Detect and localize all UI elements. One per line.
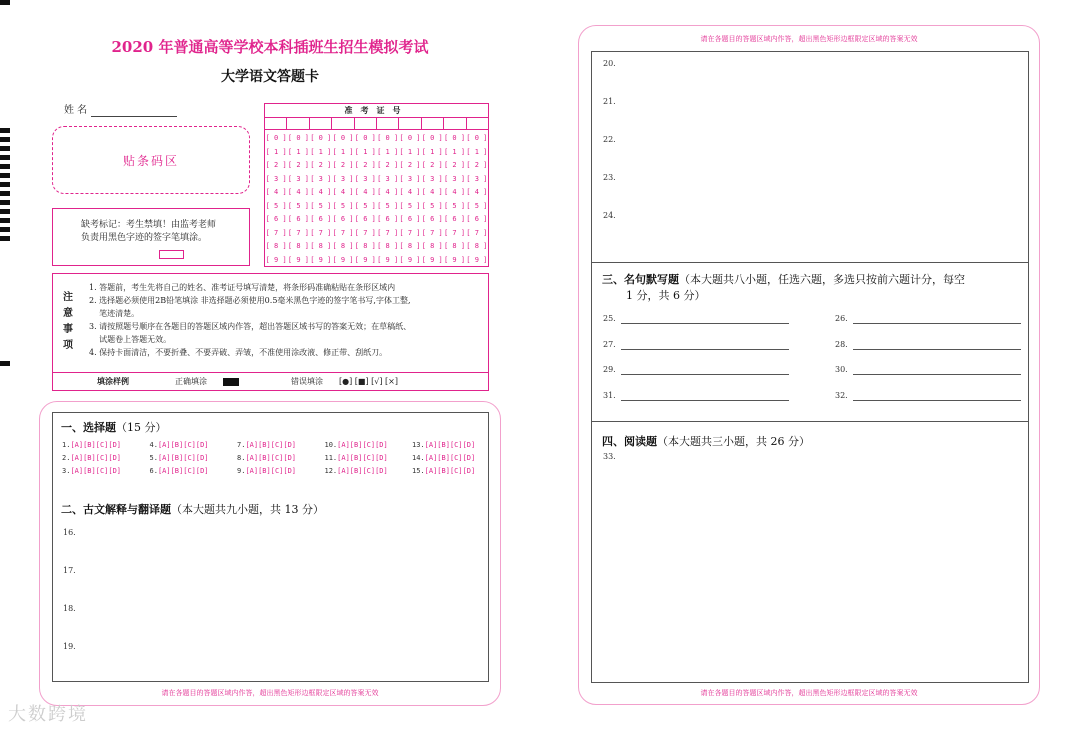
registration-mark: [0, 182, 10, 187]
registration-mark: [0, 164, 10, 169]
answer-line[interactable]: [621, 323, 789, 324]
choice-options[interactable]: [A][B][C][D]: [245, 467, 297, 475]
exam-id-column: [354, 132, 376, 267]
choice-options[interactable]: [A][B][C][D]: [245, 454, 297, 462]
digit-bubble[interactable]: [ 8 ]: [466, 242, 488, 250]
digit-bubble[interactable]: [ 3 ]: [466, 174, 488, 183]
exam-id-column: [310, 132, 332, 267]
answer-line[interactable]: [853, 323, 1021, 324]
digit-bubble[interactable]: [ 2 ]: [421, 161, 443, 169]
choice-number: 4.: [149, 441, 158, 449]
exam-id-column: [376, 132, 398, 267]
choice-options[interactable]: [A][B][C][D]: [337, 454, 388, 462]
digit-bubble[interactable]: [ 8 ]: [399, 242, 421, 250]
digit-bubble[interactable]: [ 8 ]: [287, 242, 309, 250]
answer-line[interactable]: [853, 374, 1021, 375]
digit-bubble[interactable]: [ 4 ]: [399, 188, 421, 196]
choice-options[interactable]: [A][B][C][D]: [245, 441, 297, 449]
registration-mark: [0, 361, 10, 366]
exam-id-cell[interactable]: [399, 118, 421, 129]
digit-bubble[interactable]: [ 3 ]: [310, 174, 332, 183]
right-answer-area: [591, 51, 1029, 683]
choice-item[interactable]: [237, 454, 296, 462]
digit-bubble[interactable]: [ 1 ]: [466, 147, 488, 156]
choice-item[interactable]: [62, 467, 121, 475]
choice-options[interactable]: [A][B][C][D]: [424, 441, 476, 449]
exam-id-grid: [264, 103, 489, 267]
choice-item[interactable]: [412, 467, 475, 475]
digit-bubble[interactable]: [ 1 ]: [287, 147, 309, 156]
digit-bubble[interactable]: [ 5 ]: [443, 201, 466, 210]
exam-id-column: [421, 132, 443, 267]
digit-bubble[interactable]: [ 1 ]: [354, 147, 376, 156]
choice-options[interactable]: [A][B][C][D]: [337, 441, 388, 449]
digit-bubble[interactable]: [ 4 ]: [443, 188, 466, 196]
registration-mark: [0, 191, 10, 196]
digit-bubble[interactable]: [ 6 ]: [466, 215, 488, 223]
choice-item[interactable]: [412, 441, 475, 449]
exam-id-cell[interactable]: [332, 118, 354, 129]
choice-number: 11.: [324, 454, 338, 462]
choice-item[interactable]: [150, 467, 209, 475]
answer-sheet-subtitle: 大学语文答题卡: [221, 69, 319, 85]
digit-bubble[interactable]: [ 5 ]: [377, 201, 399, 210]
exam-id-header: 准考证号: [265, 104, 488, 118]
answer-line[interactable]: [621, 349, 789, 350]
exam-id-cell[interactable]: [467, 118, 488, 129]
digit-bubble[interactable]: [ 2 ]: [332, 161, 354, 169]
digit-bubble[interactable]: [ 7 ]: [265, 228, 287, 237]
digit-bubble[interactable]: [ 9 ]: [377, 255, 399, 264]
digit-bubble[interactable]: [ 1 ]: [377, 147, 399, 156]
registration-mark: [0, 236, 10, 241]
choice-number: 7.: [237, 441, 246, 449]
choice-item[interactable]: [325, 454, 388, 462]
name-label: 姓 名: [64, 105, 88, 116]
digit-bubble[interactable]: [ 6 ]: [287, 215, 309, 223]
exam-id-cell[interactable]: [310, 118, 332, 129]
digit-bubble[interactable]: [ 7 ]: [399, 228, 421, 237]
registration-mark: [0, 155, 10, 160]
question-number: 28.: [835, 339, 848, 349]
section-choice-title: 一、选择题（15 分）: [61, 421, 167, 434]
notice-label-char: 项: [63, 340, 73, 351]
digit-bubble[interactable]: [ 4 ]: [310, 188, 332, 196]
digit-bubble[interactable]: [ 0 ]: [354, 134, 376, 142]
exam-id-cell[interactable]: [377, 118, 399, 129]
digit-bubble[interactable]: [ 0 ]: [287, 134, 309, 142]
digit-bubble[interactable]: [ 6 ]: [421, 215, 443, 223]
digit-bubble[interactable]: [ 7 ]: [332, 228, 354, 237]
notice-item: 试题卷上答题无效。: [89, 335, 172, 344]
answer-line[interactable]: [621, 374, 789, 375]
choice-number: 15.: [412, 467, 425, 475]
digit-bubble[interactable]: [ 0 ]: [466, 134, 488, 142]
absent-text: 负责用黑色字迹的签字笔填涂。: [81, 233, 208, 243]
registration-mark: [0, 0, 10, 5]
question-number: 32.: [835, 390, 848, 400]
digit-bubble[interactable]: [ 9 ]: [399, 255, 421, 264]
digit-bubble[interactable]: [ 7 ]: [421, 228, 443, 237]
choice-item[interactable]: [237, 441, 296, 449]
exam-id-bubbles[interactable]: [265, 130, 488, 267]
choice-number: 8.: [237, 454, 246, 462]
choice-number: 13.: [412, 441, 425, 449]
notice-label: [61, 290, 75, 354]
digit-bubble[interactable]: [ 5 ]: [466, 201, 488, 210]
exam-id-column: [332, 132, 354, 267]
digit-bubble[interactable]: [ 6 ]: [377, 215, 399, 223]
digit-bubble[interactable]: [ 8 ]: [443, 242, 466, 250]
digit-bubble[interactable]: [ 9 ]: [443, 255, 466, 264]
digit-bubble[interactable]: [ 0 ]: [332, 134, 354, 142]
section-classical-title: 二、古文解释与翻译题（本大题共九小题，共 13 分）: [61, 503, 324, 516]
exam-id-column: [265, 132, 287, 267]
digit-bubble[interactable]: [ 3 ]: [443, 174, 466, 183]
fill-correct-sample: [223, 373, 239, 390]
digit-bubble[interactable]: [ 8 ]: [354, 242, 376, 250]
registration-mark: [0, 227, 10, 232]
answer-line[interactable]: [621, 400, 789, 401]
digit-bubble[interactable]: [ 9 ]: [421, 255, 443, 264]
absent-text: 缺考标记：考生禁填！由监考老师: [81, 220, 217, 230]
section-reading-title: 四、阅读题（本大题共三小题，共 26 分）: [602, 435, 810, 448]
fill-wrong-label: 错误填涂: [291, 377, 323, 386]
registration-mark: [0, 200, 10, 205]
digit-bubble[interactable]: [ 2 ]: [377, 161, 399, 169]
fill-wrong-samples: [●] [■] [√] [×]: [339, 377, 398, 386]
digit-bubble[interactable]: [ 8 ]: [377, 242, 399, 250]
digit-bubble[interactable]: [ 3 ]: [354, 174, 376, 183]
section-recitation-title: 三、名句默写题（本大题共八小题，任选六题，多选只按前六题计分，每空 1 分，共 6 分）: [602, 273, 965, 302]
digit-bubble[interactable]: [ 9 ]: [332, 255, 354, 264]
digit-bubble[interactable]: [ 1 ]: [310, 147, 332, 156]
choice-number: 6.: [149, 467, 158, 475]
digit-bubble[interactable]: [ 6 ]: [332, 215, 354, 223]
digit-bubble[interactable]: [ 5 ]: [265, 201, 287, 210]
barcode-area: 贴条码区: [52, 126, 250, 194]
digit-bubble[interactable]: [ 9 ]: [466, 255, 488, 264]
digit-bubble[interactable]: [ 5 ]: [399, 201, 421, 210]
question-number: 27.: [603, 339, 616, 349]
choice-item[interactable]: [325, 441, 388, 449]
digit-bubble[interactable]: [ 3 ]: [287, 174, 309, 183]
registration-mark: [0, 209, 10, 214]
registration-mark: [0, 173, 10, 178]
digit-bubble[interactable]: [ 5 ]: [287, 201, 309, 210]
exam-id-cell[interactable]: [355, 118, 377, 129]
exam-id-write-cells[interactable]: [265, 118, 488, 130]
question-number: 23.: [603, 173, 616, 182]
digit-bubble[interactable]: [ 6 ]: [310, 215, 332, 223]
choice-number: 9.: [237, 467, 246, 475]
fill-sample-row: [52, 373, 489, 391]
absent-checkbox[interactable]: [159, 250, 184, 259]
notice-label-char: 注: [63, 292, 73, 303]
question-number: 24.: [603, 211, 616, 220]
digit-bubble[interactable]: [ 2 ]: [310, 161, 332, 169]
exam-id-cell[interactable]: [444, 118, 466, 129]
notice-label-char: 意: [63, 308, 73, 319]
digit-bubble[interactable]: [ 2 ]: [466, 161, 488, 169]
exam-id-cell[interactable]: [422, 118, 444, 129]
exam-id-column: [399, 132, 421, 267]
question-number: 31.: [603, 390, 616, 400]
digit-bubble[interactable]: [ 9 ]: [354, 255, 376, 264]
digit-bubble[interactable]: [ 3 ]: [377, 174, 399, 183]
exam-id-column: [466, 132, 488, 267]
digit-bubble[interactable]: [ 5 ]: [421, 201, 443, 210]
notice-item: 3. 请按照题号顺序在各题目的答题区域内作答，超出答题区域书写的答案无效；在草稿纸、: [89, 322, 412, 331]
registration-mark: [0, 146, 10, 151]
question-number: 19.: [63, 642, 76, 651]
digit-bubble[interactable]: [ 7 ]: [443, 228, 466, 237]
choice-number: 12.: [324, 467, 338, 475]
exam-id-cell[interactable]: [287, 118, 309, 129]
choice-options[interactable]: [A][B][C][D]: [157, 467, 209, 475]
choice-item[interactable]: [62, 454, 121, 462]
digit-bubble[interactable]: [ 4 ]: [377, 188, 399, 196]
answer-line[interactable]: [853, 349, 1021, 350]
fill-sample-label: 填涂样例: [97, 376, 129, 386]
digit-bubble[interactable]: [ 2 ]: [265, 161, 287, 169]
digit-bubble[interactable]: [ 8 ]: [310, 242, 332, 250]
digit-bubble[interactable]: [ 2 ]: [287, 161, 309, 169]
question-number: 33.: [603, 452, 616, 461]
digit-bubble[interactable]: [ 2 ]: [399, 161, 421, 169]
choice-number: 3.: [62, 467, 71, 475]
exam-title: 2020 年普通高等学校本科插班生招生模拟考试: [111, 38, 429, 56]
registration-mark: [0, 137, 10, 142]
digit-bubble[interactable]: [ 7 ]: [310, 228, 332, 237]
digit-bubble[interactable]: [ 9 ]: [310, 255, 332, 264]
digit-bubble[interactable]: [ 7 ]: [354, 228, 376, 237]
digit-bubble[interactable]: [ 0 ]: [443, 134, 466, 142]
choice-item[interactable]: [325, 467, 388, 475]
registration-mark: [0, 218, 10, 223]
section-divider: [591, 262, 1029, 263]
question-number: 30.: [835, 365, 848, 374]
digit-bubble[interactable]: [ 6 ]: [443, 215, 466, 223]
digit-bubble[interactable]: [ 4 ]: [332, 188, 354, 196]
digit-bubble[interactable]: [ 1 ]: [265, 147, 287, 156]
digit-bubble[interactable]: [ 6 ]: [354, 215, 376, 223]
digit-bubble[interactable]: [ 1 ]: [332, 147, 354, 156]
choice-number: 5.: [149, 454, 158, 462]
question-number: 25.: [603, 314, 616, 323]
absent-mark-box: [52, 208, 250, 266]
digit-bubble[interactable]: [ 2 ]: [443, 161, 466, 169]
area-notice-left: 请在各题目的答题区域内作答，超出黑色矩形边框限定区域的答案无效: [161, 689, 379, 697]
notice-box: [52, 273, 489, 373]
digit-bubble[interactable]: [ 0 ]: [310, 134, 332, 142]
left-answer-area: [52, 412, 489, 682]
choice-options[interactable]: [A][B][C][D]: [70, 467, 122, 475]
question-number: 21.: [603, 97, 616, 106]
digit-bubble[interactable]: [ 1 ]: [421, 147, 443, 156]
digit-bubble[interactable]: [ 4 ]: [466, 188, 488, 196]
digit-bubble[interactable]: [ 5 ]: [310, 201, 332, 210]
digit-bubble[interactable]: [ 4 ]: [354, 188, 376, 196]
name-field[interactable]: [64, 101, 177, 117]
digit-bubble[interactable]: [ 0 ]: [377, 134, 399, 142]
choice-item[interactable]: [237, 467, 296, 475]
exam-id-column: [443, 132, 465, 267]
choice-number: 1.: [62, 441, 71, 449]
area-notice-top: 请在各题目的答题区域内作答，超出黑色矩形边框限定区域的答案无效: [700, 35, 918, 43]
digit-bubble[interactable]: [ 3 ]: [421, 174, 443, 183]
fill-correct-label: 正确填涂: [175, 377, 207, 386]
digit-bubble[interactable]: [ 9 ]: [265, 255, 287, 264]
answer-line[interactable]: [853, 400, 1021, 401]
digit-bubble[interactable]: [ 9 ]: [287, 255, 309, 264]
choice-item[interactable]: [412, 454, 475, 462]
notice-label-char: 事: [63, 324, 73, 335]
choice-options[interactable]: [A][B][C][D]: [157, 454, 209, 462]
digit-bubble[interactable]: [ 3 ]: [399, 174, 421, 183]
digit-bubble[interactable]: [ 2 ]: [354, 161, 376, 169]
digit-bubble[interactable]: [ 5 ]: [332, 201, 354, 210]
digit-bubble[interactable]: [ 7 ]: [287, 228, 309, 237]
digit-bubble[interactable]: [ 8 ]: [265, 242, 287, 250]
digit-bubble[interactable]: [ 6 ]: [399, 215, 421, 223]
choice-item[interactable]: [150, 441, 209, 449]
choice-options[interactable]: [A][B][C][D]: [70, 454, 122, 462]
notice-item: 笔迹清楚。: [89, 309, 140, 318]
question-number: 18.: [63, 604, 76, 613]
choice-options[interactable]: [A][B][C][D]: [424, 454, 476, 462]
exam-id-cell[interactable]: [265, 118, 287, 129]
choice-item[interactable]: [150, 454, 209, 462]
choice-options[interactable]: [A][B][C][D]: [337, 467, 388, 475]
notice-list: [89, 281, 480, 359]
exam-id-column: [287, 132, 309, 267]
question-number: 22.: [603, 135, 616, 144]
digit-bubble[interactable]: [ 5 ]: [354, 201, 376, 210]
digit-bubble[interactable]: [ 7 ]: [466, 228, 488, 237]
name-line[interactable]: [91, 105, 177, 117]
digit-bubble[interactable]: [ 0 ]: [265, 134, 287, 142]
digit-bubble[interactable]: [ 3 ]: [332, 174, 354, 183]
digit-bubble[interactable]: [ 0 ]: [421, 134, 443, 142]
digit-bubble[interactable]: [ 7 ]: [377, 228, 399, 237]
notice-item: 2. 选择题必须使用2B铅笔填涂 非选择题必须使用0.5毫米黑色字迹的签字笔书写,字体工整,: [89, 296, 411, 305]
notice-item: 1. 答题前，考生先将自己的姓名、准考证号填写清楚，将条形码准确粘贴在条形区域内: [89, 283, 396, 292]
notice-item: 4. 保持卡面清洁，不要折叠、不要弄破、弄皱，不准使用涂改液、修正带、刮纸刀。: [89, 348, 388, 357]
digit-bubble[interactable]: [ 3 ]: [265, 174, 287, 183]
digit-bubble[interactable]: [ 1 ]: [443, 147, 466, 156]
digit-bubble[interactable]: [ 0 ]: [399, 134, 421, 142]
digit-bubble[interactable]: [ 8 ]: [332, 242, 354, 250]
question-number: 16.: [63, 528, 76, 537]
choice-number: 10.: [324, 441, 338, 449]
digit-bubble[interactable]: [ 8 ]: [421, 242, 443, 250]
choice-number: 14.: [412, 454, 425, 462]
question-number: 17.: [63, 566, 76, 575]
registration-mark: [0, 128, 10, 133]
choice-item[interactable]: [62, 441, 121, 449]
question-number: 29.: [603, 365, 616, 374]
digit-bubble[interactable]: [ 6 ]: [265, 215, 287, 223]
question-number: 26.: [835, 314, 848, 323]
digit-bubble[interactable]: [ 4 ]: [265, 188, 287, 196]
digit-bubble[interactable]: [ 4 ]: [287, 188, 309, 196]
choice-options[interactable]: [A][B][C][D]: [424, 467, 476, 475]
choice-number: 2.: [62, 454, 71, 462]
choice-options[interactable]: [A][B][C][D]: [70, 441, 122, 449]
digit-bubble[interactable]: [ 1 ]: [399, 147, 421, 156]
section-divider: [591, 421, 1029, 422]
area-notice-right: 请在各题目的答题区域内作答，超出黑色矩形边框限定区域的答案无效: [700, 689, 918, 697]
question-number: 20.: [603, 59, 616, 68]
choice-options[interactable]: [A][B][C][D]: [157, 441, 209, 449]
watermark: 大数跨境: [8, 704, 88, 725]
digit-bubble[interactable]: [ 4 ]: [421, 188, 443, 196]
